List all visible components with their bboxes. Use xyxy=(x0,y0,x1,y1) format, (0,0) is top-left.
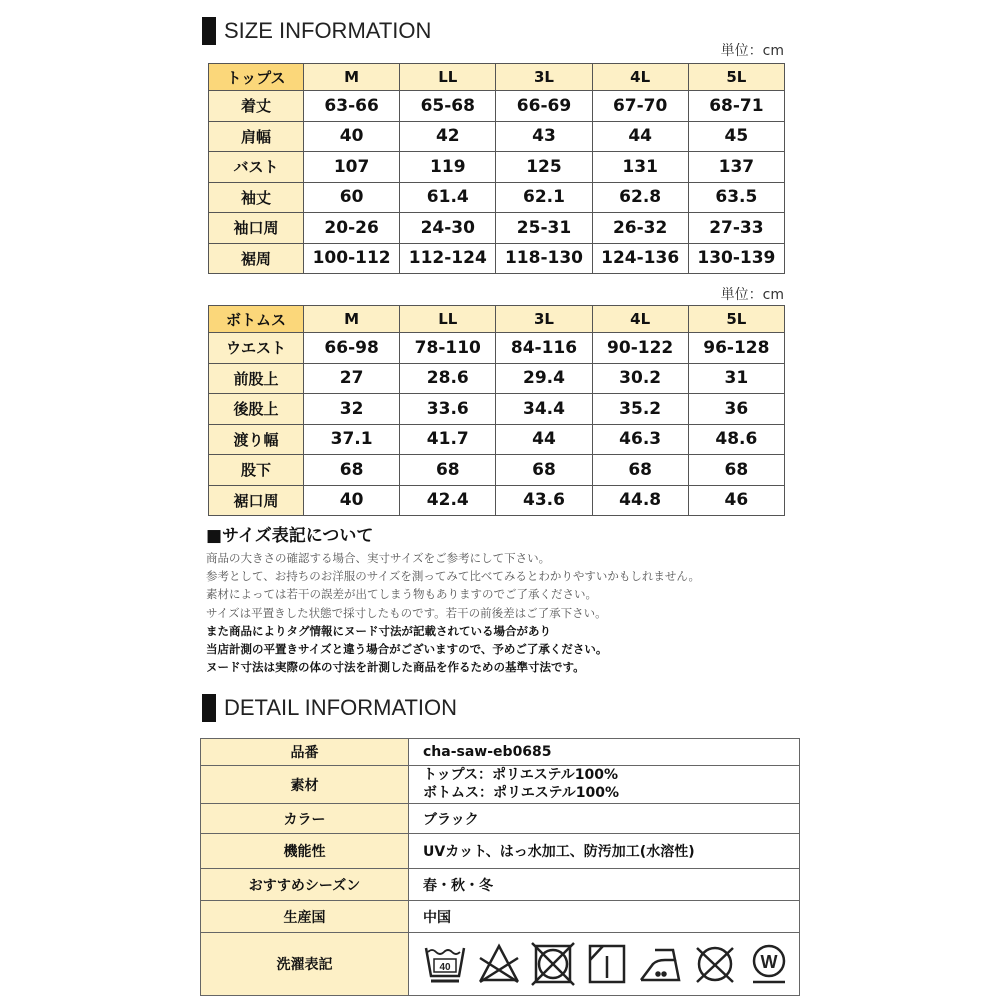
detail-row-function xyxy=(201,834,800,869)
note-line-bold: ヌード寸法は実際の体の寸法を計測した商品を作るための基準寸法です。 xyxy=(206,660,585,675)
size-column-header: LL xyxy=(400,306,496,333)
table-category: ボトムス xyxy=(209,306,304,333)
note-line: サイズは平置きした状態で採寸したものです。若干の前後差はご了承下さい。 xyxy=(206,605,607,620)
heading-text: SIZE INFORMATION xyxy=(224,18,432,43)
measurement-label: 後股上 xyxy=(209,394,304,425)
measurement-row xyxy=(209,363,785,394)
detail-row-care xyxy=(201,933,800,996)
measurement-value: 33.6 xyxy=(400,394,496,425)
size-column-header: 5L xyxy=(688,64,784,91)
material-line: トップス：ポリエステル100% xyxy=(423,766,619,783)
bottoms-size-table xyxy=(208,305,785,516)
wash-40-icon xyxy=(423,942,467,986)
care-icons xyxy=(409,933,800,996)
measurement-value: 125 xyxy=(496,152,592,183)
size-header-row xyxy=(209,64,785,91)
unit-label: 単位：cm xyxy=(720,287,784,303)
measurement-value: 68 xyxy=(400,455,496,486)
measurement-value: 29.4 xyxy=(496,363,592,394)
detail-label: 素材 xyxy=(201,766,409,804)
measurement-value: 78-110 xyxy=(400,333,496,364)
size-information-heading xyxy=(202,17,431,45)
measurement-value: 43.6 xyxy=(496,485,592,516)
measurement-label: 前股上 xyxy=(209,363,304,394)
no-bleach-icon xyxy=(477,942,521,986)
measurement-row xyxy=(209,152,785,183)
measurement-value: 26-32 xyxy=(592,213,688,244)
size-header-row xyxy=(209,306,785,333)
measurement-label: 着丈 xyxy=(209,91,304,122)
size-notes xyxy=(206,526,700,676)
measurement-value: 31 xyxy=(688,363,784,394)
measurement-value: 30.2 xyxy=(592,363,688,394)
measurement-value: 68 xyxy=(496,455,592,486)
measurement-value: 124-136 xyxy=(592,243,688,274)
table-category: トップス xyxy=(209,64,304,91)
measurement-value: 28.6 xyxy=(400,363,496,394)
no-dry-clean-icon xyxy=(693,942,737,986)
detail-label: 生産国 xyxy=(201,901,409,933)
measurement-value: 36 xyxy=(688,394,784,425)
detail-label: おすすめシーズン xyxy=(201,869,409,901)
measurement-value: 130-139 xyxy=(688,243,784,274)
measurement-value: 100-112 xyxy=(304,243,400,274)
measurement-row xyxy=(209,213,785,244)
measurement-value: 107 xyxy=(304,152,400,183)
measurement-value: 84-116 xyxy=(496,333,592,364)
measurement-value: 68 xyxy=(304,455,400,486)
detail-row-material xyxy=(201,766,800,804)
measurement-value: 32 xyxy=(304,394,400,425)
size-column-header: M xyxy=(304,306,400,333)
measurement-row xyxy=(209,485,785,516)
measurement-value: 66-98 xyxy=(304,333,400,364)
measurement-value: 137 xyxy=(688,152,784,183)
measurement-value: 20-26 xyxy=(304,213,400,244)
detail-row-code xyxy=(201,739,800,766)
measurement-value: 90-122 xyxy=(592,333,688,364)
measurement-value: 61.4 xyxy=(400,182,496,213)
detail-label: 品番 xyxy=(201,739,409,766)
measurement-value: 42 xyxy=(400,121,496,152)
measurement-label: ウエスト xyxy=(209,333,304,364)
measurement-value: 48.6 xyxy=(688,424,784,455)
detail-label: 洗濯表記 xyxy=(201,933,409,996)
measurement-row xyxy=(209,424,785,455)
measurement-row xyxy=(209,394,785,425)
measurement-value: 35.2 xyxy=(592,394,688,425)
measurement-value: 37.1 xyxy=(304,424,400,455)
measurement-value: 68-71 xyxy=(688,91,784,122)
measurement-label: バスト xyxy=(209,152,304,183)
measurement-value: 40 xyxy=(304,485,400,516)
detail-value: 中国 xyxy=(409,901,800,933)
drip-dry-shade-icon xyxy=(585,942,629,986)
measurement-value: 25-31 xyxy=(496,213,592,244)
measurement-row xyxy=(209,333,785,364)
measurement-label: 裾口周 xyxy=(209,485,304,516)
note-line-bold: 当店計測の平置きサイズと違う場合がございますので、予めご了承ください。 xyxy=(206,642,608,657)
measurement-value: 46 xyxy=(688,485,784,516)
measurement-value: 96-128 xyxy=(688,333,784,364)
wash-temp: 40 xyxy=(439,962,451,973)
detail-label: カラー xyxy=(201,804,409,834)
measurement-value: 112-124 xyxy=(400,243,496,274)
measurement-value: 62.1 xyxy=(496,182,592,213)
measurement-label: 渡り幅 xyxy=(209,424,304,455)
detail-row-color xyxy=(201,804,800,834)
measurement-label: 肩幅 xyxy=(209,121,304,152)
measurement-value: 42.4 xyxy=(400,485,496,516)
material-line: ボトムス：ポリエステル100% xyxy=(423,784,619,801)
measurement-row xyxy=(209,243,785,274)
measurement-value: 24-30 xyxy=(400,213,496,244)
detail-label: 機能性 xyxy=(201,834,409,869)
size-column-header: M xyxy=(304,64,400,91)
measurement-value: 60 xyxy=(304,182,400,213)
detail-value: UVカット、はっ水加工、防汚加工(水溶性) xyxy=(409,834,800,869)
heading-text: DETAIL INFORMATION xyxy=(224,695,458,720)
measurement-label: 袖口周 xyxy=(209,213,304,244)
detail-information-heading xyxy=(202,694,457,722)
measurement-row xyxy=(209,121,785,152)
wet-clean-icon xyxy=(747,942,791,986)
detail-row-origin xyxy=(201,901,800,933)
tops-size-table xyxy=(208,63,785,274)
measurement-value: 63.5 xyxy=(688,182,784,213)
detail-value: cha-saw-eb0685 xyxy=(409,739,800,766)
detail-value: ブラック xyxy=(409,804,800,834)
measurement-label: 裾周 xyxy=(209,243,304,274)
measurement-value: 63-66 xyxy=(304,91,400,122)
measurement-value: 34.4 xyxy=(496,394,592,425)
note-line: 参考として、お持ちのお洋服のサイズを測ってみて比べてみるとわかりやすいかもしれません。 xyxy=(206,569,701,584)
note-line-bold: また商品によりタグ情報にヌード寸法が記載されている場合があり xyxy=(206,623,551,638)
detail-value xyxy=(409,766,800,804)
detail-row-season xyxy=(201,869,800,901)
measurement-value: 131 xyxy=(592,152,688,183)
measurement-value: 45 xyxy=(688,121,784,152)
heading-bar xyxy=(202,694,216,722)
detail-value: 春・秋・冬 xyxy=(409,869,800,901)
measurement-value: 66-69 xyxy=(496,91,592,122)
measurement-value: 27-33 xyxy=(688,213,784,244)
unit-label: 単位：cm xyxy=(720,43,784,59)
no-tumble-dry-icon xyxy=(531,942,575,986)
measurement-value: 68 xyxy=(592,455,688,486)
size-column-header: 4L xyxy=(592,306,688,333)
measurement-value: 65-68 xyxy=(400,91,496,122)
measurement-value: 44.8 xyxy=(592,485,688,516)
measurement-value: 68 xyxy=(688,455,784,486)
size-column-header: 3L xyxy=(496,64,592,91)
measurement-value: 44 xyxy=(496,424,592,455)
measurement-value: 27 xyxy=(304,363,400,394)
measurement-value: 46.3 xyxy=(592,424,688,455)
iron-medium-icon xyxy=(639,942,683,986)
notes-title: ■サイズ表記について xyxy=(206,526,374,546)
measurement-row xyxy=(209,455,785,486)
measurement-value: 41.7 xyxy=(400,424,496,455)
measurement-value: 62.8 xyxy=(592,182,688,213)
measurement-row xyxy=(209,182,785,213)
size-column-header: 5L xyxy=(688,306,784,333)
measurement-value: 118-130 xyxy=(496,243,592,274)
measurement-row xyxy=(209,91,785,122)
measurement-label: 股下 xyxy=(209,455,304,486)
measurement-value: 119 xyxy=(400,152,496,183)
detail-table xyxy=(200,738,800,996)
size-column-header: 3L xyxy=(496,306,592,333)
note-line: 商品の大きさの確認する場合、実寸サイズをご参考にして下さい。 xyxy=(206,551,551,565)
size-column-header: 4L xyxy=(592,64,688,91)
measurement-value: 43 xyxy=(496,121,592,152)
size-column-header: LL xyxy=(400,64,496,91)
note-line: 素材によっては若干の誤差が出てしまう物もありますのでご了承ください。 xyxy=(206,587,597,602)
wet-clean-letter: W xyxy=(760,952,778,972)
measurement-value: 40 xyxy=(304,121,400,152)
heading-bar xyxy=(202,17,216,45)
measurement-value: 44 xyxy=(592,121,688,152)
measurement-value: 67-70 xyxy=(592,91,688,122)
measurement-label: 袖丈 xyxy=(209,182,304,213)
